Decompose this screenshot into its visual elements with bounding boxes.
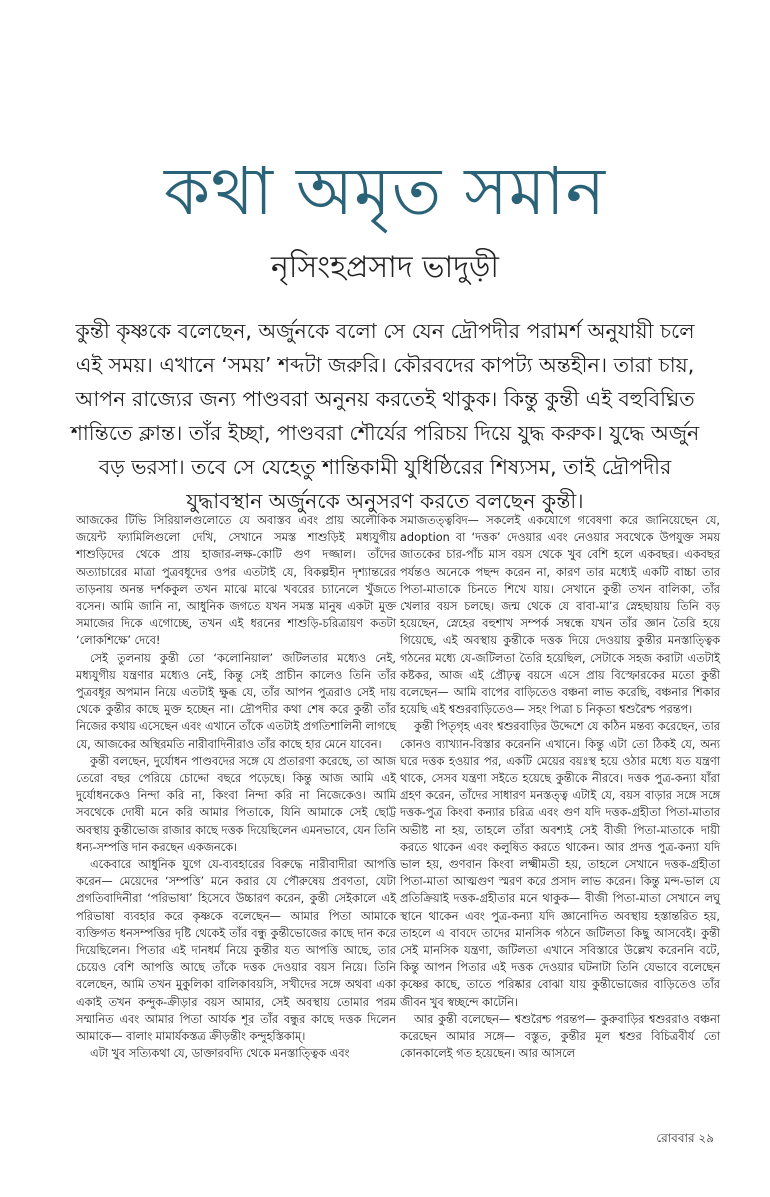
- body-paragraph: কুন্তী বলছেন, দুর্যোধন পাণ্ডবদের সঙ্গে যে প্রতারণা করেছে, তা আজ তেরো বছর পেরিয়ে চোদ্দো বছরে পড়েছে। কিন্তু আজ আমি এই দুর্যোধনকেও নিন্দা করি না, কিংবা নিন্দা করি না নিজেকেও। আমি সবথেকে দোষী মনে করি আমার পিতাকে, যিনি আমাকে সেই ছোট্ট অবস্থায় কুন্তীভোজ রাজার কাছে দত্তক দিয়েছিলেন এমনভাবে, যেন তিনি ধন্য-সম্পত্তি দান করছেন একজনকে।: [76, 754, 396, 854]
- body-paragraph: সেই তুলনায় কুন্তী তো ‘কলোনিয়াল’ জটিলতার মধ্যেও নেই, মধ্যযুগীয় যন্ত্রণার মধ্যেও নেই, কিন্তু সেই প্রাচীন কালেও তিনি তাঁর পুত্রবধূর অপমান নিয়ে এতটাই ক্ষুব্ধ যে, তাঁর আপন পুত্ররাও সেই দায় থেকে কুন্তীর কাছে মুক্ত হচ্ছেন না। দ্রৌপদীর কথা শেষ করে কুন্তী তাঁর নিজের কথায় এসেছেন এবং এখানে তাঁকে এতটাই প্রগতিশালিনী লাগছে যে, আজকের অস্থিরমতি নারীবাদিনীরাও তাঁর কাছে হার মেনে যাবেন।: [76, 651, 396, 751]
- article-lede: [48, 314, 722, 518]
- page-footer: রোববার ২৯: [656, 1131, 714, 1145]
- right-column: [400, 512, 720, 1063]
- left-column: [76, 512, 396, 1063]
- lede-line: এই সময়। এখানে ‘সময়’ শব্দটা জরুরি। কৌরবদের কাপট্য অন্তহীন। তারা চায়,: [75, 353, 695, 377]
- body-paragraph: আজকের টিভি সিরিয়ালগুলোতে যে অবাস্তব এবং প্রায় অলৌকিক জয়েন্ট ফ্যামিলিগুলো দেখি, সেখানে সমস্ত শাশুড়িই মধ্যযুগীয় শাশুড়িদের থেকে প্রায় হাজার-লক্ষ-কোটি গুণ দজ্জাল। তাঁদের অত্যাচারের মাত্রা পুত্রবধূদের ওপর এতটাই যে, বিকল্পহীন দৃশ্যান্তরের তাড়নায় অনন্ত দর্শককুল তখন মাঝে মাঝে খবরের চ্যানেলে খুঁজতে বসেন। আমি জানি না, আধুনিক জগতে যখন সমস্ত মানুষ একটা মুক্ত সমাজের দিকে এগোচ্ছে, তখন এই ধরনের শাশুড়ি-চরিত্রায়ণ কতটা ‘লোকশিক্ষে’ দেবে!: [76, 514, 396, 648]
- body-paragraph: আর কুন্তী বলেছেন— শ্বশুরৈশ্চ পরন্তপ— কুরুবাড়ির শ্বশুররাও বঞ্চনা করেছেন আমার সঙ্গে— বস্তুত, কুন্তীর মূল শ্বশুর বিচিত্রবীর্য তো কোনকালেই গত হয়েছেন। আর আসলে: [400, 1012, 720, 1061]
- lede-line: বড় ভরসা। তবে সে যেহেতু শান্তিকামী যুধিষ্ঠিরের শিষ্যসম, তাই দ্রৌপদীর: [98, 455, 672, 479]
- lede-line: কুন্তী কৃষ্ণকে বলেছেন, অর্জুনকে বলো সে যেন দ্রৌপদীর পরামর্শ অনুযায়ী চলে: [75, 319, 695, 343]
- body-paragraph: এটা খুব সত্যিকথা যে, ডাক্তারবদ্যি থেকে মনস্তাত্ত্বিক এবং: [90, 1047, 350, 1061]
- lede-line: যুদ্ধাবস্থান অর্জুনকে অনুসরণ করতে বলছেন কুন্তী।: [186, 489, 584, 513]
- body-paragraph: সমাজতত্ত্ববিদ— সকলেই একযোগে গবেষণা করে জানিয়েছেন যে, adoption বা ‘দত্তক’ দেওয়ার এবং নেওয়ার সবথেকে উপযুক্ত সময় জাতকের চার-পাঁচ মাস বয়স থেকে খুব বেশি হলে একবছর। একবছর পর্যন্তও অনেকে পছন্দ করেন না, কারণ তার মধ্যেই একটি বাচ্চা তার পিতা-মাতাকে চিনতে শিখে যায়। সেখানে কুন্তী তখন বালিকা, তাঁর খেলার বয়স চলছে। জন্ম থেকে যে বাবা-মা’র স্নেহছায়ায় তিনি বড় হয়েছেন, স্নেহের বহুশাখ সম্পর্ক সম্বন্ধে যখন তাঁর জ্ঞান তৈরি হয়ে গিয়েছে, এই অবস্থায় কুন্তীকে দত্তক দিয়ে দেওয়ায় কুন্তীর মনস্তাত্ত্বিক গঠনের মধ্যে যে-জটিলতা তৈরি হয়েছিল, সেটাকে সহজ করাটা এতটাই কষ্টকর, আজ এই প্রৌঢ়ত্ব বয়সে এসে প্রায় বিস্ফোরকের মতো কুন্তী বলেছেন— আমি বাপের বাড়িতেও বঞ্চনা লাভ করেছি, বঞ্চনার শিকার হয়েছি এই শ্বশুরবাড়িতেও— সহং পিত্রা চ নিকৃতা শ্বশুরৈশ্চ পরন্তপ।: [400, 514, 720, 717]
- lede-line: আপন রাজ্যের জন্য পাণ্ডবরা অনুনয় করতেই থাকুক। কিন্তু কুন্তী এই বহুবিঘ্নিত: [75, 387, 695, 411]
- lede-line: শান্তিতে ক্লান্ত। তাঁর ইচ্ছা, পাণ্ডবরা শৌর্যের পরিচয় দিয়ে যুদ্ধ করুক। যুদ্ধে অর্জুন: [70, 421, 700, 445]
- author-name: নৃসিংহপ্রসাদ ভাদুড়ী: [270, 250, 499, 285]
- article-title: কথা অমৃত সমান: [163, 153, 607, 230]
- body-paragraph: একেবারে আধুনিক যুগে যে-ব্যবহারের বিরুদ্ধে নারীবাদীরা আপত্তি করেন— মেয়েদের ‘সম্পত্তি’ মনে করার যে পৌরুষেয় প্রবণতা, যেটা প্রগতিবাদিনীরা ‘পরিভাষা’ হিসেবে উচ্চারণ করেন, কুন্তী সেইকালে এই পরিভাষা ব্যবহার করে কৃষ্ণকে বলেছেন— আমার পিতা আমাকে ব্যক্তিগত ধনসম্পত্তির দৃষ্টি থেকেই তাঁর বন্ধু কুন্তীভোজের কাছে দান করে দিয়েছিলেন। পিতার এই দানধর্ম নিয়ে কুন্তীর যত আপত্তি আছে, তার চেয়েও বেশি আপত্তি আছে তাঁকে দত্তক দেওয়ার বয়স নিয়ে। তিনি বলেছেন, আমি তখন মুকুলিকা বালিকাবয়সি, সখীদের সঙ্গে অথবা একা একাই তখন কন্দুক-ক্রীড়ার বয়স আমার, সেই অবস্থায় তোমার পরম সম্মানিত এবং আমার পিতা আর্যক শূর তাঁর বন্ধুর কাছে দত্তক দিলেন আমাকে— বালাং মামার্যকস্তত্র ক্রীড়ন্তীং কন্দুহস্তিকাম্।: [76, 858, 396, 1044]
- body-paragraph: কুন্তী পিতৃগৃহ এবং শ্বশুরবাড়ির উদ্দেশে যে কঠিন মন্তব্য করেছেন, তার কোনও ব্যাখ্যান-বিস্তার করেননি এখানে। কিন্তু এটা তো ঠিকই যে, অন্য ঘরে দত্তক হওয়ার পর, একটি মেয়ের বয়ঃস্থ হয়ে ওঠার মধ্যে যত যন্ত্রণা থাকে, সেসব যন্ত্রণা সইতে হয়েছে কুন্তীকে নীরবে। দত্তক পুত্র-কন্যা যাঁরা গ্রহণ করেন, তাঁদের সাধারণ মনস্তত্ত্ব এটাই যে, বয়স বাড়ার সঙ্গে সঙ্গে দত্তক-পুত্র কিংবা কন্যার চরিত্র এবং গুণ যদি দত্তক-গ্রহীতা পিতা-মাতার অভীষ্ট না হয়, তাহলে তাঁরা অবশ্যই সেই বীজী পিতা-মাতাকে দায়ী করতে থাকেন এবং কলুষিত করতে থাকেন। আর প্রদত্ত পুত্র-কন্যা যদি ভাল হয়, গুণবান কিংবা লক্ষ্মীমতী হয়, তাহলে সেখানে দত্তক-গ্রহীতা পিতা-মাতা আত্মগুণ স্মরণ করে প্রসাদ লাভ করেন। কিন্তু মন্দ-ভাল যে প্রতিক্রিয়াই দত্তক-গ্রহীতার মনে থাকুক— বীজী পিতা-মাতা সেখানে লঘু স্থানে থাকেন এবং পুত্র-কন্যা যদি জ্ঞানোদিত অবস্থায় হস্তান্তরিত হয়, তাহলে এ বাবদে তাদের মানসিক গঠনে জটিলতা কিছু আসবেই। কুন্তী সেই মানসিক যন্ত্রণা, জটিলতা এখানে সবিস্তারে উল্লেখ করেননি বটে, কিন্তু আপন পিতার এই দত্তক দেওয়ার ঘটনাটা তিনি যেভাবে বলেছেন কৃষ্ণের কাছে, তাতে পরিষ্কার বোঝা যায় কুন্তীভোজের বাড়িতেও তাঁর জীবন খুব স্বচ্ছন্দে কাটেনি।: [400, 720, 720, 1009]
